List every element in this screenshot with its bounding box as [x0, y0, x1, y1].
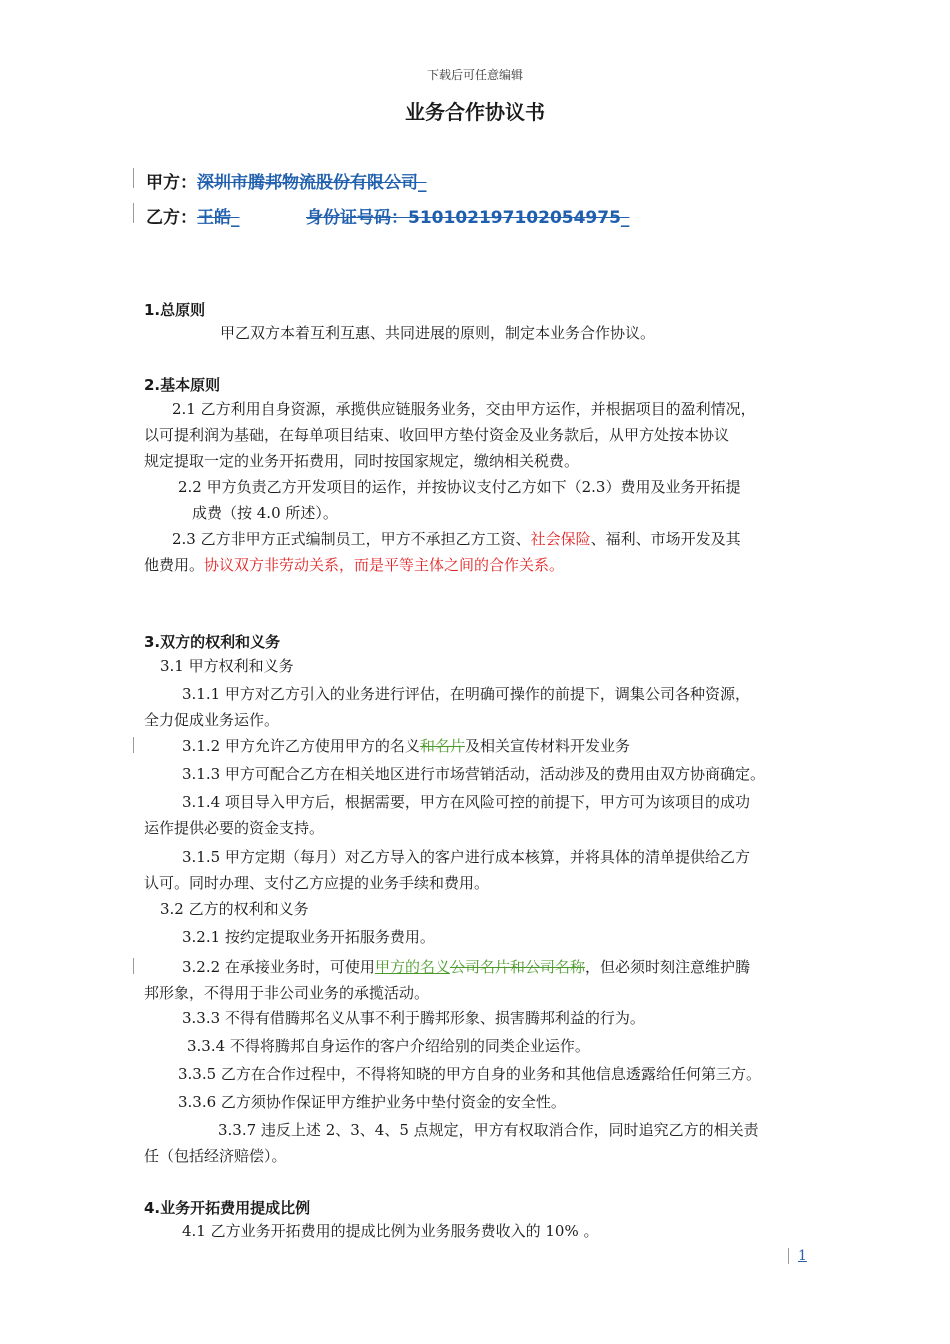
section-2-heading: 2.基本原则	[144, 376, 221, 394]
section-4-heading: 4.业务开拓费用提成比例	[144, 1199, 311, 1217]
document-title: 业务合作协议书	[405, 100, 545, 124]
clause-text: 3.2.2 在承接业务时，可使用	[182, 958, 375, 976]
header-note: 下载后可任意编辑	[426, 68, 523, 82]
party-a-trail: _	[418, 173, 427, 193]
party-b-id-number: 510102197102054975	[408, 208, 621, 228]
party-b-name: 王皓	[197, 208, 231, 228]
clause-3-1-4-line: 3.1.4 项目导入甲方后，根据需要，甲方在风险可控的前提下，甲方可为该项目的成功	[182, 793, 750, 811]
deleted-text: 公司名片和公司名称	[449, 958, 585, 976]
clause-3-3-4-line: 3.3.4 不得将腾邦自身运作的客户介绍给别的同类企业运作。	[187, 1037, 590, 1055]
clause-2-1-line: 2.1 乙方利用自身资源，承揽供应链服务业务，交由甲方运作，并根据项目的盈利情况，	[172, 400, 756, 418]
change-bar	[133, 168, 134, 188]
clause-2-3-highlight: 协议双方非劳动关系，而是平等主体之间的合作关系。	[204, 556, 565, 574]
clause-3-3-7-line: 任（包括经济赔偿）。	[144, 1147, 287, 1165]
change-bar	[133, 958, 134, 974]
subsection-3-1-heading: 3.1 甲方权利和义务	[160, 657, 294, 675]
party-a-name: 深圳市腾邦物流股份有限公司	[197, 173, 418, 193]
clause-3-3-5-line: 3.3.5 乙方在合作过程中，不得将知晓的甲方自身的业务和其他信息透露给任何第三方。	[178, 1065, 761, 1083]
party-a-label: 甲方：	[146, 173, 197, 193]
party-b-label: 乙方：	[146, 208, 197, 228]
change-bar	[133, 203, 134, 223]
clause-text: 及相关宣传材料开发业务	[464, 737, 630, 755]
clause-2-3-line	[172, 526, 741, 552]
inserted-text: 甲方的名义	[374, 958, 450, 976]
section-1-paragraph: 甲乙双方本着互利互惠、共同进展的原则，制定本业务合作协议。	[220, 324, 656, 342]
clause-2-3-text: 2.3 乙方非甲方正式编制员工，甲方不承担乙方工资、	[172, 530, 531, 548]
clause-3-1-2-line	[182, 733, 630, 759]
clause-2-2-line: 成费（按 4.0 所述）。	[192, 504, 338, 522]
clause-3-1-5-line: 认可。同时办理、支付乙方应提的业务手续和费用。	[144, 874, 490, 892]
clause-2-1-line: 以可提利润为基础，在每单项目结束、收回甲方垫付资金及业务款后，从甲方处按本协议	[144, 426, 730, 444]
clause-4-1-line: 4.1 乙方业务开拓费用的提成比例为业务服务费收入的 10% 。	[182, 1222, 599, 1240]
party-b-id-label: 身份证号码：	[306, 208, 408, 228]
party-a-line	[146, 168, 427, 193]
deleted-text: 和名片	[419, 737, 465, 755]
clause-2-3-text: 、福利、市场开发及其	[590, 530, 741, 548]
clause-3-1-5-line: 3.1.5 甲方定期（每月）对乙方导入的客户进行成本核算，并将具体的清单提供给乙方	[182, 848, 750, 866]
change-bar	[133, 737, 134, 753]
clause-2-1-line: 规定提取一定的业务开拓费用，同时按国家规定，缴纳相关税费。	[144, 452, 580, 470]
clause-3-1-1-line: 3.1.1 甲方对乙方引入的业务进行评估，在明确可操作的前提下，调集公司各种资源，	[182, 685, 750, 703]
clause-3-1-1-line: 全力促成业务运作。	[144, 711, 280, 729]
section-1-heading: 1.总原则	[144, 301, 206, 319]
clause-text: ，但必须时刻注意维护腾	[584, 958, 750, 976]
clause-3-1-3-line: 3.1.3 甲方可配合乙方在相关地区进行市场营销活动，活动涉及的费用由双方协商确定。	[182, 765, 765, 783]
clause-3-3-3-line: 3.3.3 不得有借腾邦名义从事不利于腾邦形象、损害腾邦利益的行为。	[182, 1009, 645, 1027]
clause-3-3-6-line: 3.3.6 乙方须协作保证甲方维护业务中垫付资金的安全性。	[178, 1093, 566, 1111]
clause-3-2-2-line	[182, 954, 750, 980]
clause-2-3-text: 他费用。	[144, 556, 205, 574]
subsection-3-2-heading: 3.2 乙方的权利和义务	[160, 900, 309, 918]
party-b-id-line	[306, 203, 629, 228]
change-bar	[788, 1248, 789, 1264]
clause-2-3-line	[144, 552, 564, 578]
clause-3-1-4-line: 运作提供必要的资金支持。	[144, 819, 325, 837]
clause-3-3-7-line: 3.3.7 违反上述 2、3、4、5 点规定，甲方有权取消合作，同时追究乙方的相关责	[218, 1121, 759, 1139]
clause-2-3-highlight: 社会保险	[530, 530, 591, 548]
clause-3-2-1-line: 3.2.1 按约定提取业务开拓服务费用。	[182, 928, 435, 946]
section-3-heading: 3.双方的权利和义务	[144, 633, 281, 651]
party-b-trail: _	[231, 208, 240, 228]
clause-text: 3.1.2 甲方允许乙方使用甲方的名义	[182, 737, 420, 755]
party-b-id-trail: _	[620, 208, 630, 228]
page-number: 1	[798, 1248, 807, 1264]
clause-2-2-line: 2.2 甲方负责乙方开发项目的运作，并按协议支付乙方如下（2.3）费用及业务开拓提	[178, 478, 741, 496]
party-b-line	[146, 203, 240, 228]
clause-3-2-2-line: 邦形象，不得用于非公司业务的承揽活动。	[144, 984, 430, 1002]
